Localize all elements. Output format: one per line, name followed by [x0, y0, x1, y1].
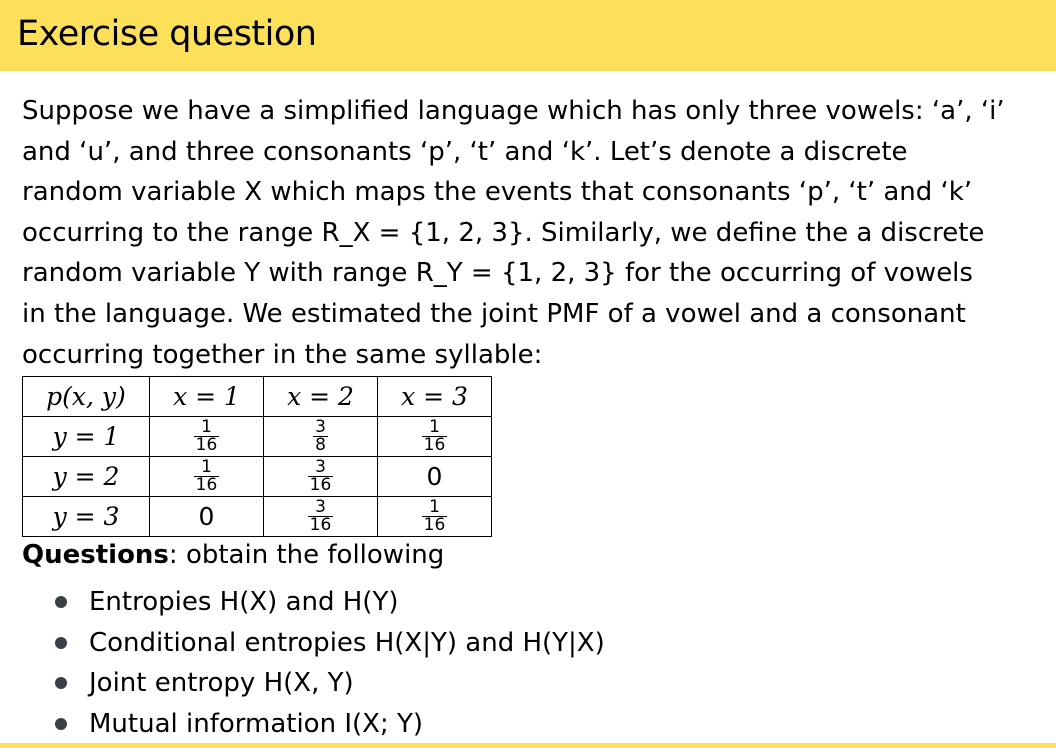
- table-cell: [150, 417, 264, 457]
- questions-heading: [22, 540, 444, 570]
- statement-line: random variable X which maps the events that consonants ‘p’, ‘t’ and ‘k’: [22, 177, 973, 208]
- bullet-icon: [55, 718, 67, 730]
- statement-line: occurring to the range R_X = {1, 2, 3}. Similarly, we define the a discrete: [22, 217, 985, 248]
- problem-statement: [22, 91, 1042, 375]
- list-item: Mutual information I(X; Y): [55, 704, 605, 745]
- table-corner-cell: p(x, y): [23, 377, 150, 417]
- fraction: $\frac{3}{16}$: [309, 457, 332, 495]
- statement-line: random variable Y with range R_Y = {1, 2, 3} for the occurring of vowels: [22, 258, 973, 289]
- fraction: $\frac{3}{8}$: [315, 417, 326, 455]
- table-cell: [264, 497, 378, 537]
- table-cell: 0: [378, 457, 492, 497]
- joint-pmf-table: [22, 376, 492, 537]
- table-cell: [264, 417, 378, 457]
- fraction: $\frac{1}{16}$: [423, 417, 446, 455]
- questions-label: Questions: [22, 540, 169, 570]
- table-cell: [378, 417, 492, 457]
- statement-line: Suppose we have a simplified language which has only three vowels: ‘a’, ‘i’: [22, 96, 1005, 126]
- table-row: [23, 457, 492, 497]
- fraction: $\frac{1}{16}$: [195, 417, 218, 455]
- table-row: [23, 417, 492, 457]
- footer-line: [0, 743, 1056, 748]
- statement-line: occurring together in the same syllable:: [22, 339, 543, 370]
- column-header: x = 3: [378, 377, 492, 417]
- statement-line: and ‘u’, and three consonants ‘p’, ‘t’ and ‘k’. Let’s denote a discrete: [22, 136, 908, 167]
- list-item: Entropies H(X) and H(Y): [55, 582, 605, 623]
- list-item: Conditional entropies H(X|Y) and H(Y|X): [55, 623, 605, 664]
- bullet-icon: [55, 637, 67, 649]
- column-header: x = 2: [264, 377, 378, 417]
- fraction: $\frac{3}{16}$: [309, 497, 332, 535]
- list-item: Joint entropy H(X, Y): [55, 663, 605, 704]
- table-cell: [150, 457, 264, 497]
- column-header: x = 1: [150, 377, 264, 417]
- questions-list: [55, 582, 605, 744]
- row-header: y = 3: [23, 497, 150, 537]
- row-header: y = 2: [23, 457, 150, 497]
- questions-intro: : obtain the following: [168, 540, 445, 570]
- fraction: $\frac{1}{16}$: [423, 497, 446, 535]
- bullet-icon: [55, 596, 67, 608]
- table-cell: 0: [150, 497, 264, 537]
- page-title: Exercise question: [17, 14, 317, 54]
- title-bar: [0, 0, 1056, 71]
- table-cell: [264, 457, 378, 497]
- row-header: y = 1: [23, 417, 150, 457]
- statement-line: in the language. We estimated the joint PMF of a vowel and a consonant: [22, 298, 966, 329]
- fraction: $\frac{1}{16}$: [195, 457, 218, 495]
- table-cell: [378, 497, 492, 537]
- table-row: [23, 497, 492, 537]
- table-header-row: [23, 377, 492, 417]
- bullet-icon: [55, 677, 67, 689]
